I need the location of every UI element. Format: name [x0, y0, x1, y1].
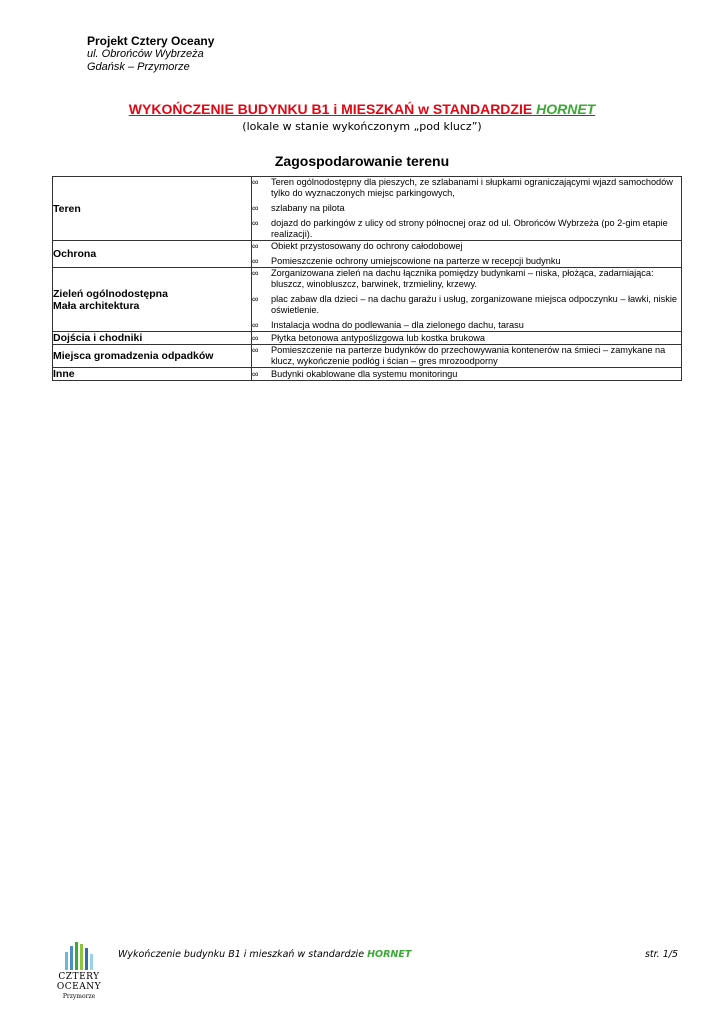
category-cell [53, 268, 252, 332]
category-cell [53, 241, 252, 268]
list-item: ∞ Pomieszczenie ochrony umiejscowione na parterze w recepcji budynku [252, 256, 561, 266]
category-label: Inne [53, 368, 75, 380]
address-city: Gdańsk – Przymorze [87, 61, 190, 73]
logo-bars-icon [44, 942, 114, 970]
infinity-bullet-icon: ∞ [252, 332, 259, 343]
table-row [53, 241, 682, 268]
table-row [53, 268, 682, 332]
infinity-bullet-icon: ∞ [252, 368, 259, 379]
list-item: ∞ Płytka betonowa antypoślizgowa lub kostka brukowa [252, 332, 485, 343]
infinity-bullet-icon: ∞ [252, 218, 259, 228]
items-cell [252, 332, 682, 345]
table-row [53, 345, 682, 368]
category-cell [53, 345, 252, 368]
footer-caption-text: Wykończenie budynku B1 i mieszkań w standardzie [118, 949, 365, 960]
logo-subtext: Przymorze [62, 993, 96, 1000]
list-item: ∞ Teren ogólnodostępny dla pieszych, ze szlabanami i słupkami ograniczającymi wjazd samochodów tylko do wyznaczonych miejsc parkingowych, [252, 177, 673, 198]
infinity-bullet-icon: ∞ [252, 203, 259, 213]
infinity-bullet-icon: ∞ [252, 320, 259, 330]
section-title: Zagospodarowanie terenu [274, 153, 450, 169]
infinity-bullet-icon: ∞ [252, 241, 259, 251]
project-name: Projekt Cztery Oceany [87, 34, 215, 48]
list-item: ∞ Budynki okablowane dla systemu monitoringu [252, 368, 458, 379]
infinity-bullet-icon: ∞ [252, 294, 259, 304]
items-cell [252, 268, 682, 332]
category-cell [53, 368, 252, 381]
items-cell [252, 368, 682, 381]
document-subtitle: (lokale w stanie wykończonym „pod klucz”) [242, 120, 482, 133]
table-row [53, 332, 682, 345]
document-title-text: WYKOŃCZENIE BUDYNKU B1 i MIESZKAŃ w STANDARDZIE [128, 101, 533, 117]
infinity-bullet-icon: ∞ [252, 345, 259, 355]
table-row [53, 368, 682, 381]
document-title-brand: HORNET [536, 101, 596, 117]
page-number: str. 1/5 [644, 949, 678, 960]
category-label: Teren [53, 202, 81, 215]
category-label-secondary: Mała architektura [53, 299, 140, 312]
list-item: ∞ Zorganizowana zieleń na dachu łącznika pomiędzy budynkami – niska, płożąca, zadarniająca: bluszcz, winobluszcz, barwinek, trzmieliny, krzewy. [252, 268, 654, 289]
table-row [53, 177, 682, 241]
infinity-bullet-icon: ∞ [252, 256, 259, 266]
infinity-bullet-icon: ∞ [252, 177, 259, 187]
category-label: Miejsca gromadzenia odpadków [53, 350, 214, 362]
list-item: ∞ Instalacja wodna do podlewania – dla zielonego dachu, tarasu [252, 320, 524, 330]
spec-table [52, 176, 682, 381]
document-title [0, 101, 724, 117]
items-cell [252, 177, 682, 241]
footer-caption-brand: HORNET [367, 949, 412, 960]
project-header [87, 34, 214, 74]
logo-text: CZTERY OCEANY [56, 972, 102, 992]
category-label: Dojścia i chodniki [53, 332, 143, 344]
list-item: ∞ szlabany na pilota [252, 203, 345, 213]
category-label: Zieleń ogólnodostępna [53, 287, 168, 300]
list-item: ∞ Pomieszczenie na parterze budynków do przechowywania kontenerów na śmieci – zamykane na klucz, wykończenie podłóg i ścian – gres mrozoodporny [252, 345, 666, 366]
list-item: ∞ dojazd do parkingów z ulicy od strony północnej oraz od ul. Obrońców Wybrzeża (po 2-gim etapie realizacji). [252, 218, 668, 239]
category-label: Ochrona [53, 248, 97, 260]
items-cell [252, 241, 682, 268]
infinity-bullet-icon: ∞ [252, 268, 259, 278]
address-street: ul. Obrońców Wybrzeża [87, 48, 204, 60]
list-item: ∞ Obiekt przystosowany do ochrony całodobowej [252, 241, 463, 251]
cztery-oceany-logo [44, 942, 114, 1000]
list-item: ∞ plac zabaw dla dzieci – na dachu garażu i usług, zorganizowane miejsca odpoczynku – ławki, niskie oświetlenie. [252, 294, 678, 315]
category-cell [53, 177, 252, 241]
footer-caption [118, 949, 411, 960]
items-cell [252, 345, 682, 368]
category-cell [53, 332, 252, 345]
